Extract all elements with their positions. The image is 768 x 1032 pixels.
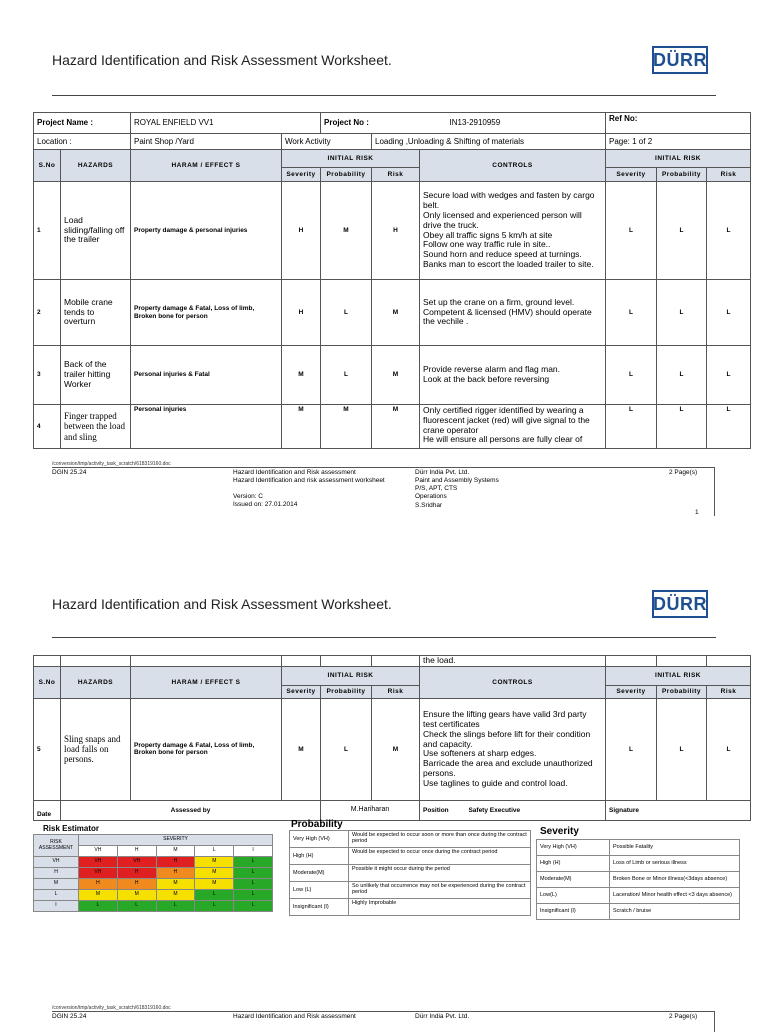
probability-description: So unlikely that occurrence may not be experienced during the contract period bbox=[349, 882, 531, 899]
location-value: Paint Shop /Yard bbox=[131, 134, 282, 150]
location-label: Location : bbox=[34, 134, 131, 150]
row-controls bbox=[420, 182, 606, 280]
col-final-severity: Severity bbox=[606, 168, 657, 182]
row-sno: 2 bbox=[34, 280, 61, 346]
row-hazard: Back of the trailer hitting Worker bbox=[61, 346, 131, 405]
signature-row bbox=[34, 800, 751, 820]
probability-level: Moderate(M) bbox=[290, 865, 349, 882]
control-line: Barricade the area and exclude unauthorized persons. bbox=[423, 758, 593, 778]
project-no-label: Project No : bbox=[321, 113, 420, 134]
row-severity: M bbox=[282, 405, 321, 449]
control-line: Obey all traffic signs 5 km/h at site bbox=[423, 229, 553, 240]
footer-docno-2: DGIN 25.24 bbox=[52, 1013, 87, 1020]
row-sno: 1 bbox=[34, 182, 61, 280]
col-probability: Probability bbox=[321, 685, 372, 698]
page-number: Page: 1 of 2 bbox=[606, 134, 751, 150]
row-final-risk: L bbox=[707, 280, 751, 346]
row-effect: Personal injuries bbox=[131, 405, 282, 449]
col-severity: Severity bbox=[282, 168, 321, 182]
matrix-cell: L bbox=[234, 868, 273, 879]
severity-row bbox=[537, 872, 740, 888]
severity-row bbox=[537, 904, 740, 920]
matrix-row-label: I bbox=[34, 901, 79, 912]
assessed-by-value: M.Hariharan bbox=[321, 800, 420, 820]
row-hazard: Mobile crane tends to overturn bbox=[61, 280, 131, 346]
probability-table bbox=[289, 830, 531, 916]
row-hazard: Load sliding/falling off the trailer bbox=[61, 182, 131, 280]
footer-doc-title-2: Hazard Identification and Risk assessment bbox=[233, 1013, 356, 1020]
control-line: Use taglines to guide and control load. bbox=[423, 777, 568, 788]
severity-description: Possible Fatality bbox=[610, 840, 740, 856]
risk-worksheet-table-page2 bbox=[33, 655, 751, 821]
control-line: Check the slings before lift for their condition and capacity. bbox=[423, 728, 591, 749]
row-severity: M bbox=[282, 698, 321, 800]
col-sno: S.No bbox=[34, 150, 61, 182]
matrix-cell: M bbox=[79, 890, 118, 901]
matrix-cell: H bbox=[117, 868, 156, 879]
matrix-col: H bbox=[117, 846, 156, 857]
row-final-probability: L bbox=[657, 280, 707, 346]
severity-description: Broken Bone or Minor illness(<3days absence) bbox=[610, 872, 740, 888]
matrix-row-label: L bbox=[34, 890, 79, 901]
col-effects: HARAM / EFFECT S bbox=[131, 666, 282, 698]
row-hazard: Sling snaps and load falls on persons. bbox=[61, 698, 131, 800]
row-controls bbox=[420, 346, 606, 405]
row-final-probability: L bbox=[657, 405, 707, 449]
severity-description: Loss of Limb or serious illness bbox=[610, 856, 740, 872]
row-probability: L bbox=[321, 346, 372, 405]
severity-description: Laceration/ Minor health effect <3 days absence) bbox=[610, 888, 740, 904]
row-sno: 4 bbox=[34, 405, 61, 449]
footer-company-2: Dürr India Pvt. Ltd. bbox=[415, 1013, 470, 1020]
matrix-cell: L bbox=[117, 901, 156, 912]
footer-owner: S.Sridhar bbox=[415, 501, 443, 509]
row-sno: 3 bbox=[34, 346, 61, 405]
col-severity: Severity bbox=[282, 685, 321, 698]
probability-level: Very High (VH) bbox=[290, 831, 349, 848]
ref-no-label: Ref No: bbox=[606, 113, 751, 134]
table-row bbox=[34, 405, 751, 449]
control-line: Banks man to escort the loaded trailer to site. bbox=[423, 258, 594, 269]
row-probability: M bbox=[321, 405, 372, 449]
row-risk: M bbox=[372, 405, 420, 449]
probability-row bbox=[290, 899, 531, 916]
col-probability: Probability bbox=[321, 168, 372, 182]
footer-issued: Issued on: 27.01.2014 bbox=[233, 501, 298, 509]
probability-row bbox=[290, 865, 531, 882]
matrix-row-label: M bbox=[34, 879, 79, 890]
probability-description: Possible it might occur during the period bbox=[349, 865, 531, 882]
severity-level: Moderate(M) bbox=[537, 872, 610, 888]
matrix-cell: L bbox=[195, 901, 234, 912]
severity-description: Scratch / bruise bbox=[610, 904, 740, 920]
matrix-row bbox=[34, 879, 273, 890]
footer-doc-subtitle: Hazard Identification and risk assessment worksheet bbox=[233, 477, 385, 485]
row-final-severity: L bbox=[606, 182, 657, 280]
header-rule-page2 bbox=[52, 637, 716, 638]
severity-table bbox=[536, 839, 740, 920]
control-line: He will ensure all persons are fully clear of bbox=[423, 434, 583, 445]
severity-level: Low(L) bbox=[537, 888, 610, 904]
matrix-cell: M bbox=[156, 890, 195, 901]
control-line: Only certified rigger identified by wearing a fluorescent jacket (red) will give signal to the crane operator bbox=[423, 405, 590, 435]
row-final-severity: L bbox=[606, 346, 657, 405]
risk-estimator bbox=[33, 824, 285, 912]
matrix-cell: M bbox=[195, 879, 234, 890]
control-line: Only licensed and experienced person will drive the truck. bbox=[423, 209, 582, 230]
severity-title: Severity bbox=[540, 826, 579, 837]
row-risk: M bbox=[372, 698, 420, 800]
matrix-cell: H bbox=[117, 879, 156, 890]
assessed-by-label: Assessed by bbox=[61, 800, 321, 820]
severity-level: High (H) bbox=[537, 856, 610, 872]
risk-assessment-label: RISK ASSESSMENT bbox=[34, 835, 79, 857]
position-value: Safety Executive bbox=[468, 806, 521, 814]
probability-title: Probability bbox=[291, 819, 343, 830]
col-effects: HARAM / EFFECT S bbox=[131, 150, 282, 182]
row-final-probability: L bbox=[657, 182, 707, 280]
row-probability: M bbox=[321, 182, 372, 280]
page-title: Hazard Identification and Risk Assessment Worksheet. bbox=[52, 52, 392, 68]
table-row bbox=[34, 346, 751, 405]
col-final-risk: INITIAL RISK bbox=[606, 666, 751, 685]
project-no-value: IN13-2910959 bbox=[420, 113, 606, 134]
footer-dept: P/S, APT, CTS bbox=[415, 485, 458, 493]
footer-docno: DGIN 25.24 bbox=[52, 469, 87, 476]
row-final-risk: L bbox=[707, 698, 751, 800]
probability-level: Low (L) bbox=[290, 882, 349, 899]
work-activity-label: Work Activity bbox=[282, 134, 372, 150]
matrix-cell: M bbox=[156, 879, 195, 890]
footer-division: Paint and Assembly Systems bbox=[415, 477, 499, 485]
control-line: Competent & licensed (HMV) should operate the vechile . bbox=[423, 306, 592, 327]
matrix-row bbox=[34, 901, 273, 912]
severity-legend bbox=[536, 826, 740, 920]
footer-pages: 2 Page(s) bbox=[669, 469, 698, 476]
matrix-row-label: H bbox=[34, 868, 79, 879]
footer-version: Version: C bbox=[233, 493, 263, 501]
matrix-row bbox=[34, 890, 273, 901]
matrix-cell: L bbox=[234, 890, 273, 901]
row-risk: M bbox=[372, 280, 420, 346]
col-controls: CONTROLS bbox=[420, 666, 606, 698]
row-effect: Property damage & Fatal, Loss of limb, Broken bone for person bbox=[131, 698, 282, 800]
row-final-risk: L bbox=[707, 405, 751, 449]
control-line: Look at the back before reversing bbox=[423, 374, 550, 384]
severity-header: SEVERITY bbox=[79, 835, 273, 846]
row-final-severity: L bbox=[606, 698, 657, 800]
footer-page-no: 1 bbox=[695, 509, 699, 516]
col-final-severity: Severity bbox=[606, 685, 657, 698]
durr-logo-page2: DÜRR bbox=[652, 590, 708, 618]
matrix-cell: H bbox=[156, 857, 195, 868]
project-name-value: ROYAL ENFIELD VV1 bbox=[131, 113, 321, 134]
control-line: Sound horn and reduce speed at turnings. bbox=[423, 249, 582, 260]
footer-company-block bbox=[415, 469, 499, 510]
col-risk: Risk bbox=[372, 168, 420, 182]
matrix-cell: L bbox=[195, 890, 234, 901]
matrix-row-label: VH bbox=[34, 857, 79, 868]
matrix-cell: M bbox=[195, 857, 234, 868]
matrix-col: M bbox=[156, 846, 195, 857]
control-line: Use softeners at sharp edges. bbox=[423, 748, 537, 759]
table-row bbox=[34, 698, 751, 800]
probability-row bbox=[290, 882, 531, 899]
probability-description: Highly Improbable bbox=[349, 899, 531, 916]
header-rule bbox=[52, 95, 716, 96]
col-hazards: HAZARDS bbox=[61, 150, 131, 182]
risk-worksheet-table bbox=[33, 112, 751, 449]
matrix-cell: L bbox=[234, 879, 273, 890]
row-severity: H bbox=[282, 182, 321, 280]
matrix-col: VH bbox=[79, 846, 118, 857]
footer-company: Dürr India Pvt. Ltd. bbox=[415, 469, 470, 476]
col-risk: Risk bbox=[372, 685, 420, 698]
row-final-risk: L bbox=[707, 182, 751, 280]
carryover-text: the load. bbox=[420, 656, 606, 667]
matrix-cell: H bbox=[156, 868, 195, 879]
control-line: Ensure the lifting gears have valid 3rd party test certificates bbox=[423, 709, 587, 729]
risk-matrix bbox=[33, 834, 273, 912]
footer-left-block bbox=[233, 469, 385, 510]
work-activity-value: Loading ,Unloading & Shifting of materials bbox=[372, 134, 606, 150]
footer-pages-2: 2 Page(s) bbox=[669, 1013, 698, 1020]
matrix-cell: L bbox=[156, 901, 195, 912]
matrix-cell: L bbox=[234, 857, 273, 868]
probability-level: Insignificant (I) bbox=[290, 899, 349, 916]
matrix-cell: M bbox=[195, 868, 234, 879]
signature-label: Signature bbox=[606, 800, 751, 820]
col-final-risk-value: Risk bbox=[707, 685, 751, 698]
control-line: Secure load with wedges and fasten by cargo belt. bbox=[423, 190, 595, 211]
col-hazards: HAZARDS bbox=[61, 666, 131, 698]
col-final-risk: INITIAL RISK bbox=[606, 150, 751, 168]
col-final-probability: Probability bbox=[657, 685, 707, 698]
probability-level: High (H) bbox=[290, 848, 349, 865]
control-line: Provide reverse alarm and flag man. bbox=[423, 364, 561, 375]
col-final-probability: Probability bbox=[657, 168, 707, 182]
row-risk: H bbox=[372, 182, 420, 280]
table-row bbox=[34, 280, 751, 346]
project-name-label: Project Name : bbox=[34, 113, 131, 134]
estimator-title: Risk Estimator bbox=[43, 824, 100, 833]
row-severity: M bbox=[282, 346, 321, 405]
row-controls bbox=[420, 698, 606, 800]
probability-description: Would be expected to occur soon or more than once during the contract period bbox=[349, 831, 531, 848]
matrix-cell: L bbox=[234, 901, 273, 912]
row-final-probability: L bbox=[657, 698, 707, 800]
row-final-severity: L bbox=[606, 280, 657, 346]
row-effect: Property damage & personal injuries bbox=[131, 182, 282, 280]
row-severity: H bbox=[282, 280, 321, 346]
row-hazard: Finger trapped between the load and sling bbox=[61, 405, 131, 449]
row-probability: L bbox=[321, 280, 372, 346]
probability-row bbox=[290, 848, 531, 865]
durr-logo: DÜRR bbox=[652, 46, 708, 74]
severity-level: Insignificant (I) bbox=[537, 904, 610, 920]
severity-row bbox=[537, 888, 740, 904]
control-line: Set up the crane on a firm, ground level. bbox=[423, 296, 575, 307]
control-line: Follow one way traffic rule in site.. bbox=[423, 239, 551, 250]
table-row bbox=[34, 182, 751, 280]
matrix-col: I bbox=[234, 846, 273, 857]
footer-ops: Operations bbox=[415, 493, 447, 501]
position-label: Position bbox=[423, 806, 449, 814]
footer-path-2: /conversion/tmp/activity_task_scratch/618319160.doc bbox=[52, 1005, 171, 1011]
matrix-cell: L bbox=[79, 901, 118, 912]
row-effect: Property damage & Fatal, Loss of limb, Broken bone for person bbox=[131, 280, 282, 346]
matrix-cell: H bbox=[79, 879, 118, 890]
probability-legend bbox=[289, 819, 531, 916]
page2-title: Hazard Identification and Risk Assessment Worksheet. bbox=[52, 596, 392, 612]
col-sno: S.No bbox=[34, 666, 61, 698]
footer-doc-title: Hazard Identification and Risk assessment bbox=[233, 469, 356, 476]
col-initial-risk: INITIAL RISK bbox=[282, 666, 420, 685]
severity-row bbox=[537, 856, 740, 872]
col-controls: CONTROLS bbox=[420, 150, 606, 182]
row-risk: M bbox=[372, 346, 420, 405]
row-controls bbox=[420, 405, 606, 449]
matrix-cell: VH bbox=[79, 857, 118, 868]
row-final-probability: L bbox=[657, 346, 707, 405]
col-final-risk-value: Risk bbox=[707, 168, 751, 182]
row-controls bbox=[420, 280, 606, 346]
col-initial-risk: INITIAL RISK bbox=[282, 150, 420, 168]
row-sno: 5 bbox=[34, 698, 61, 800]
matrix-row bbox=[34, 868, 273, 879]
row-final-risk: L bbox=[707, 346, 751, 405]
matrix-cell: VH bbox=[79, 868, 118, 879]
date-label: Date bbox=[34, 800, 61, 820]
probability-row bbox=[290, 831, 531, 848]
footer-box-2 bbox=[52, 1011, 715, 1032]
matrix-row bbox=[34, 857, 273, 868]
row-final-severity: L bbox=[606, 405, 657, 449]
row-probability: L bbox=[321, 698, 372, 800]
matrix-col: L bbox=[195, 846, 234, 857]
row-effect: Personal injuries & Fatal bbox=[131, 346, 282, 405]
severity-row bbox=[537, 840, 740, 856]
severity-level: Very High (VH) bbox=[537, 840, 610, 856]
position-cell bbox=[420, 800, 606, 820]
matrix-cell: M bbox=[117, 890, 156, 901]
footer-path: /conversion/tmp/activity_task_scratch/618319160.doc bbox=[52, 461, 171, 467]
matrix-cell: VH bbox=[117, 857, 156, 868]
probability-description: Would be expected to occur once during the contract period bbox=[349, 848, 531, 865]
